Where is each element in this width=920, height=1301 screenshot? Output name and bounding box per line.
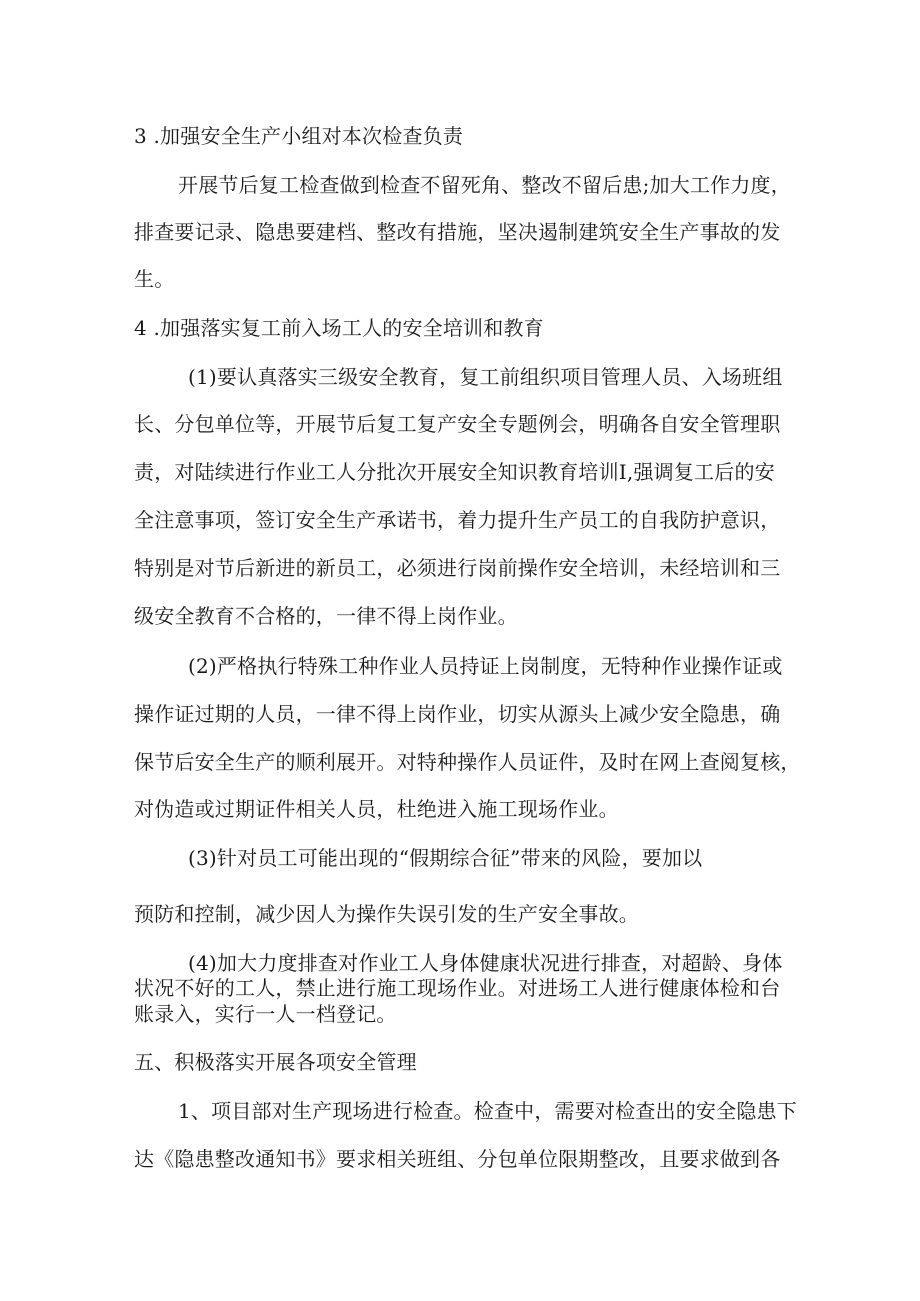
- section-3-heading: 3 .加强安全生产小组对本次检查负责: [134, 124, 464, 148]
- item-1-line-2: 长、分包单位等，开展节后复工复产安全专题例会，明确各自安全管理职: [134, 412, 781, 436]
- section-3-para-line-3: 生。: [134, 267, 175, 291]
- section-3-para-line-1: 开展节后复工检查做到检查不留死角、整改不留后患;加大工作力度，: [178, 173, 791, 197]
- item-3-line-2: 预防和控制，减少因人为操作失误引发的生产安全事故。: [134, 902, 639, 926]
- item-4-line-1: (4)加大力度排查对作业工人身体健康状况进行排查，对超龄、身体: [188, 951, 783, 975]
- section-4-heading: 4 .加强落实复工前入场工人的安全培训和教育: [134, 316, 544, 340]
- section-5-heading: 五、积极落实开展各项安全管理: [134, 1050, 417, 1074]
- section-5-item-1-line-1: 1、项目部对生产现场进行检查。检查中，需要对检查出的安全隐患下: [178, 1099, 797, 1123]
- item-2-line-1: (2)严格执行特殊工种作业人员持证上岗制度，无特种作业操作证或: [188, 654, 783, 678]
- item-2-line-3: 保节后安全生产的顺利展开。对特种操作人员证件，及时在网上查阅复核，: [134, 750, 801, 774]
- item-1-line-6: 级安全教育不合格的，一律不得上岗作业。: [134, 604, 518, 628]
- item-1-line-5: 特别是对节后新进的新员工，必须进行岗前操作安全培训，未经培训和三: [134, 556, 781, 580]
- item-1-line-3: 责，对陆续进行作业工人分批次开展安全知识教育培训I,强调复工后的安: [134, 460, 775, 484]
- item-1-line-1: (1)要认真落实三级安全教育，复工前组织项目管理人员、入场班组: [188, 365, 783, 389]
- item-4-line-2: 状况不好的工人，禁止进行施工现场作业。对进场工人进行健康体检和台: [134, 976, 781, 1000]
- item-1-line-4: 全注意事项，签订安全生产承诺书，着力提升生产员工的自我防护意识，: [134, 508, 781, 532]
- section-3-para-line-2: 排查要记录、隐患要建档、整改有措施，坚决遏制建筑安全生产事故的发: [134, 220, 781, 244]
- item-4-line-3: 账录入，实行一人一档登记。: [134, 1002, 397, 1026]
- section-5-item-1-line-2: 达《隐患整改通知书》要求相关班组、分包单位限期整改，且要求做到各: [134, 1147, 781, 1171]
- item-3-line-1: (3)针对员工可能出现的“假期综合征”带来的风险，要加以: [188, 846, 703, 870]
- item-2-line-4: 对伪造或过期证件相关人员，杜绝进入施工现场作业。: [134, 797, 619, 821]
- item-2-line-2: 操作证过期的人员，一律不得上岗作业，切实从源头上减少安全隐患，确: [134, 702, 781, 726]
